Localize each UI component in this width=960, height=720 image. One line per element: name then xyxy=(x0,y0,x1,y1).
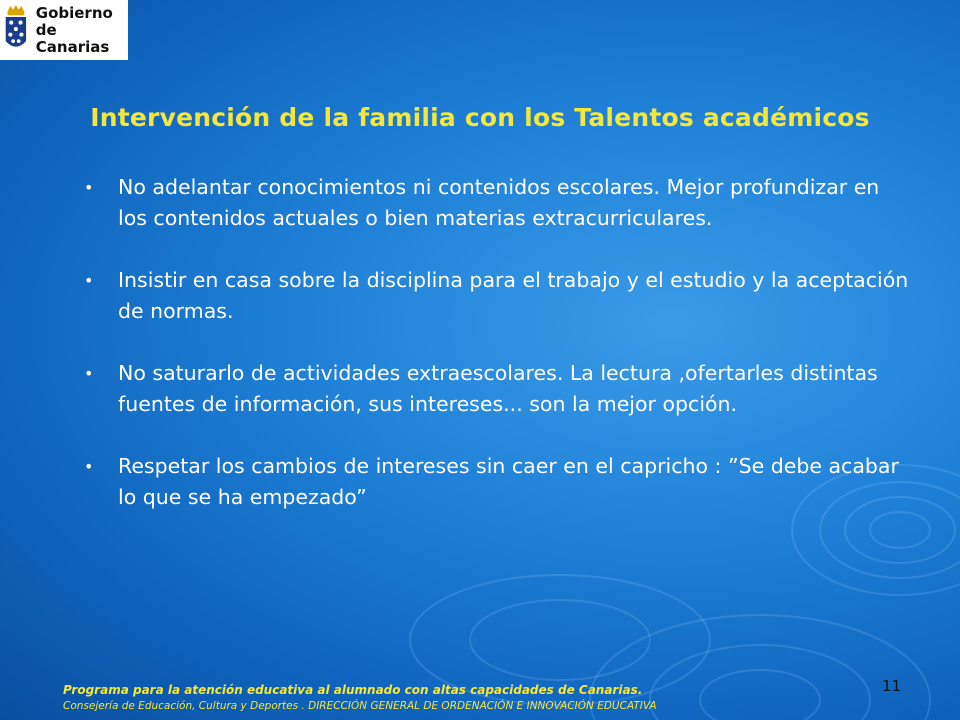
bullet-item xyxy=(82,172,912,234)
bullet-icon: • xyxy=(84,271,94,290)
page-number: 11 xyxy=(882,677,902,695)
bullet-item xyxy=(82,265,912,327)
bullet-text: Respetar los cambios de intereses sin caer en el capricho : ”Se debe acabar lo que se ha empezado” xyxy=(118,454,899,509)
canary-islands-coat-of-arms-icon xyxy=(2,2,30,58)
slide-title: Intervención de la familia con los Talentos académicos xyxy=(90,103,870,132)
bullet-text: Insistir en casa sobre la disciplina para el trabajo y el estudio y la aceptación de normas. xyxy=(118,268,909,323)
bullet-text: No adelantar conocimientos ni contenidos escolares. Mejor profundizar en los contenidos actuales o bien materias extracurriculares. xyxy=(118,175,880,230)
bullet-text: No saturarlo de actividades extraescolares. La lectura ,ofertarles distintas fuentes de información, sus intereses... son la mejor opción. xyxy=(118,361,878,416)
bullet-list xyxy=(82,172,912,544)
bullet-item xyxy=(82,358,912,420)
bullet-icon: • xyxy=(84,457,94,476)
footer-department: Consejería de Educación, Cultura y Deportes . DIRECCIÓN GENERAL DE ORDENACIÓN E INNOVACIÓN EDUCATIVA xyxy=(63,700,657,712)
bullet-icon: • xyxy=(84,178,94,197)
gobierno-de-canarias-logo xyxy=(0,0,128,60)
bullet-item xyxy=(82,451,912,513)
logo-line-1: Gobierno xyxy=(35,3,113,22)
footer-program: Programa para la atención educativa al alumnado con altas capacidades de Canarias. xyxy=(63,683,643,697)
bullet-icon: • xyxy=(84,364,94,383)
logo-text xyxy=(36,5,128,56)
logo-line-2: de Canarias xyxy=(35,20,110,56)
